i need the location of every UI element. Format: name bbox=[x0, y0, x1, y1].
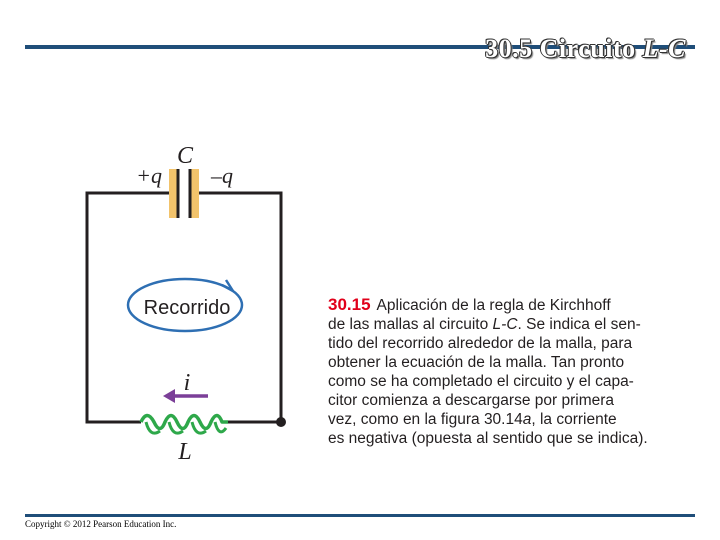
loop-label: Recorrido bbox=[143, 297, 231, 319]
plus-charge-label: +q bbox=[136, 163, 162, 188]
capacitor-label: C bbox=[176, 143, 194, 169]
current-arrow-icon bbox=[163, 389, 175, 403]
caption-line bbox=[328, 315, 673, 334]
caption-line bbox=[328, 295, 673, 315]
caption-text-italic: a bbox=[522, 411, 532, 428]
slide-title-circuit-type: L-C bbox=[642, 34, 686, 63]
caption-line: es negativa (opuesta al sentido que se indica). bbox=[328, 430, 648, 447]
caption-line: tido del recorrido alrededor de la malla, para bbox=[328, 335, 633, 352]
loop-direction-arrow-icon bbox=[222, 280, 233, 291]
copyright-notice: Copyright © 2012 Pearson Education Inc. bbox=[25, 519, 177, 529]
caption-text: vez, como en la figura 30.14 bbox=[328, 411, 523, 428]
caption-text: Aplicación de la regla de Kirchhoff bbox=[376, 297, 611, 314]
caption-text: . Se indica el sen- bbox=[517, 316, 641, 333]
caption-text-italic: L-C bbox=[492, 316, 518, 333]
minus-charge-label: –q bbox=[211, 163, 233, 188]
junction-dot bbox=[276, 417, 286, 427]
inductor-label: L bbox=[178, 439, 192, 465]
figure-caption bbox=[328, 295, 673, 448]
figure-number: 30.15 bbox=[328, 295, 371, 314]
slide-title-text: 30.5 Circuito bbox=[485, 34, 643, 63]
current-label: i bbox=[183, 370, 191, 396]
caption-text: de las mallas al circuito bbox=[328, 316, 493, 333]
caption-text: , la corriente bbox=[531, 411, 617, 428]
caption-line bbox=[328, 410, 673, 429]
caption-line: obtener la ecuación de la malla. Tan pronto bbox=[328, 354, 625, 371]
caption-line: como se ha completado el circuito y el capa- bbox=[328, 373, 634, 390]
footer-rule bbox=[25, 514, 695, 517]
caption-line: citor comienza a descargarse por primera bbox=[328, 392, 615, 409]
